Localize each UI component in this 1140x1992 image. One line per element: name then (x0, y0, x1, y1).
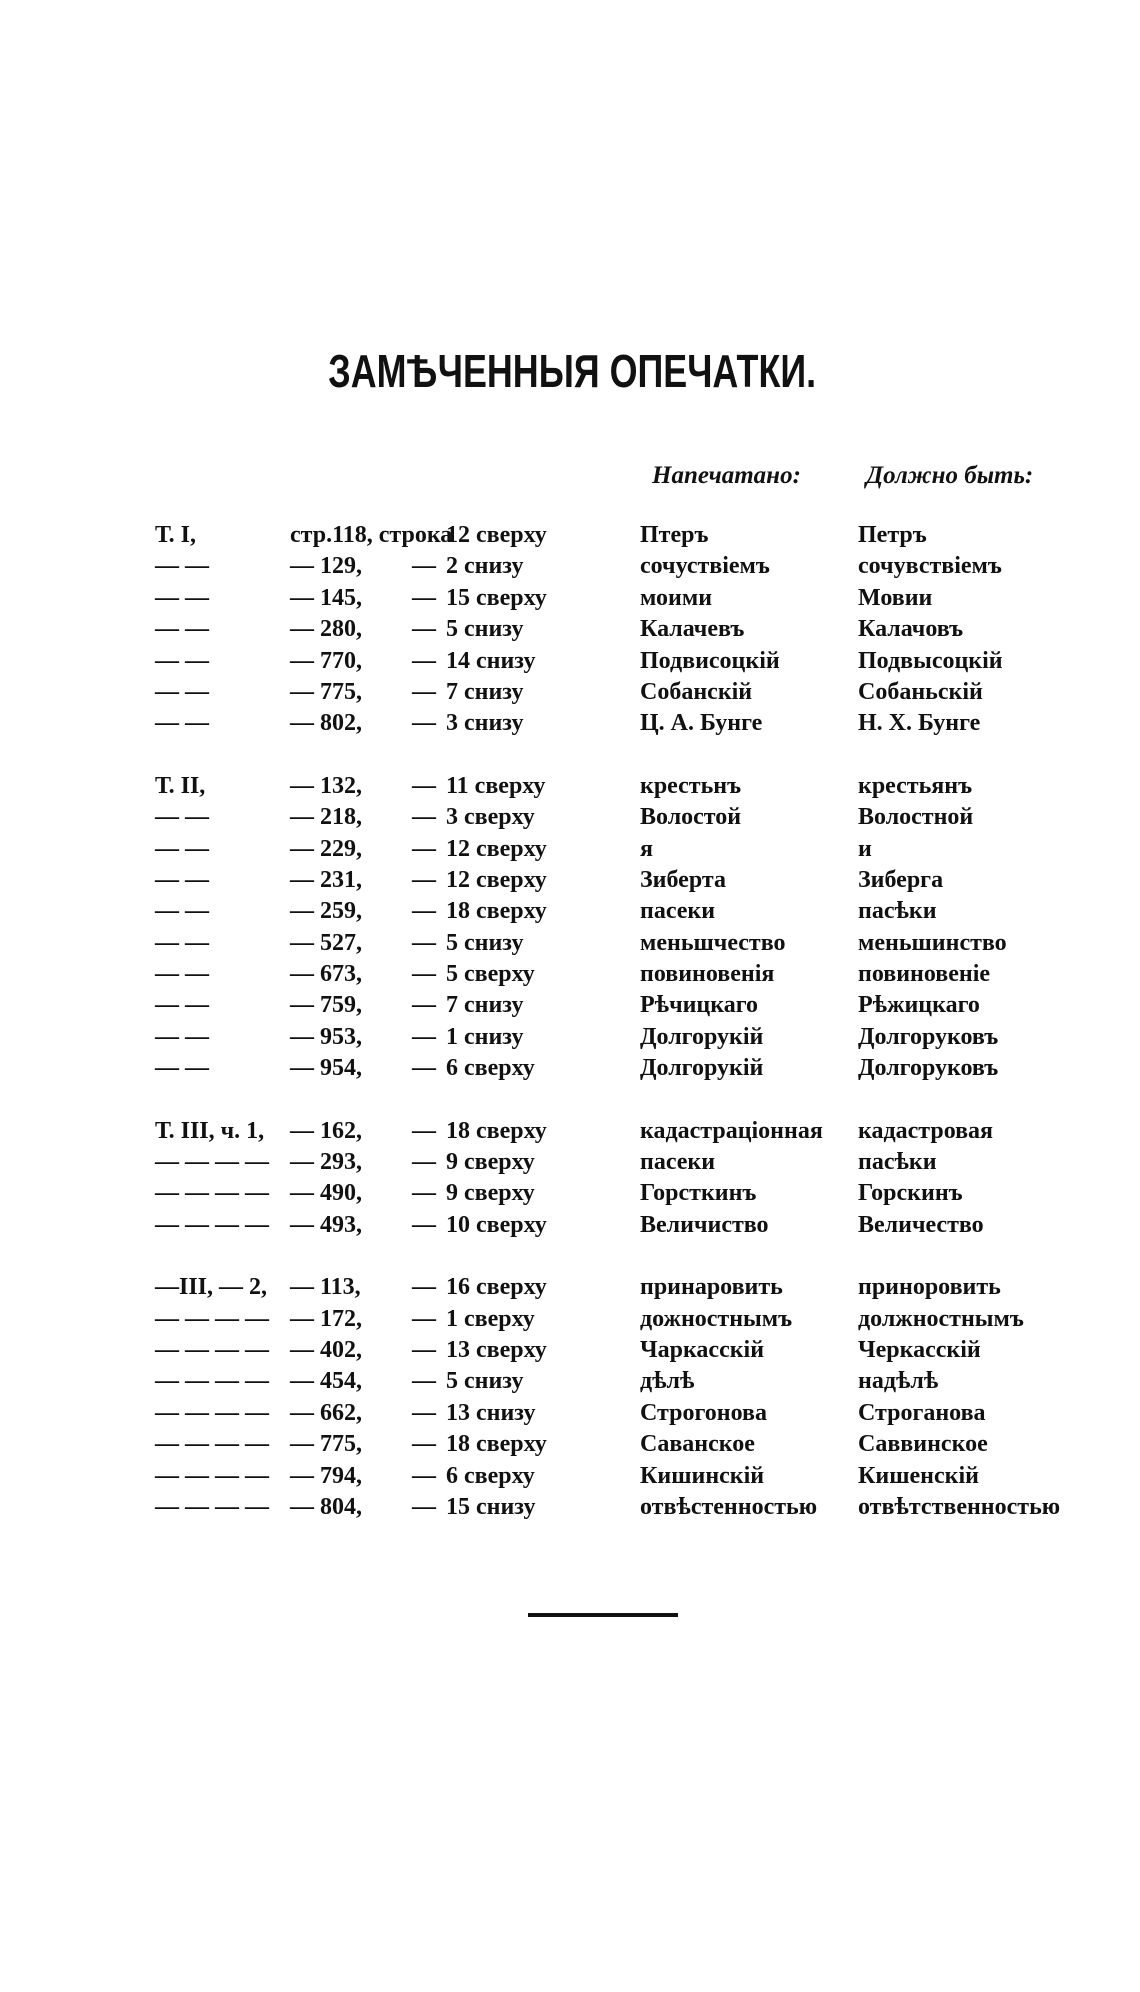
line-cell: 1 сверху (446, 1305, 535, 1332)
errata-row (0, 898, 1140, 929)
volume-cell: — — (155, 866, 209, 893)
printed-cell: кадастраціонная (640, 1117, 823, 1144)
page-cell: — 402, (290, 1336, 362, 1363)
line-cell: 5 снизу (446, 616, 524, 643)
page-cell: — 775, (290, 1431, 362, 1458)
errata-row (0, 1368, 1140, 1399)
errata-row (0, 616, 1140, 647)
volume-cell: — — (155, 1023, 209, 1050)
line-cell: 16 сверху (446, 1274, 547, 1301)
printed-cell: Ц. А. Бунге (640, 710, 763, 737)
page-cell: — 229, (290, 835, 362, 862)
line-cell: 18 сверху (446, 1431, 547, 1458)
errata-row (0, 1306, 1140, 1337)
printed-cell: Величиство (640, 1211, 769, 1238)
errata-row (0, 1431, 1140, 1462)
correct-cell: Долгоруковъ (858, 1055, 999, 1082)
correct-cell: повиновеніе (858, 961, 991, 988)
printed-cell: Кишинскій (640, 1462, 765, 1489)
volume-cell: — — (155, 616, 209, 643)
page-cell: — 129, (290, 553, 362, 580)
correct-cell: должностнымъ (858, 1305, 1024, 1332)
errata-row (0, 648, 1140, 679)
errata-row (0, 1337, 1140, 1368)
correct-cell: Строганова (858, 1399, 986, 1426)
correct-cell: пасѣки (858, 1149, 937, 1176)
volume-cell: Т. II, (155, 772, 206, 799)
printed-cell: дожностнымъ (640, 1305, 793, 1332)
printed-cell: я (640, 835, 653, 862)
correct-cell: Рѣжицкаго (858, 992, 980, 1019)
printed-cell: Подвисоцкій (640, 647, 780, 674)
correct-cell: надѣлѣ (858, 1368, 939, 1395)
line-cell: 15 сверху (446, 584, 547, 611)
line-cell: 12 сверху (446, 522, 547, 548)
page-cell: — 172, (290, 1305, 362, 1332)
printed-cell: Долгорукій (640, 1055, 764, 1082)
volume-cell: — — — — (155, 1399, 269, 1426)
printed-cell: крестьнъ (640, 772, 742, 799)
errata-row (0, 836, 1140, 867)
line-cell: 2 снизу (446, 553, 524, 580)
volume-cell: — — — — (155, 1493, 269, 1520)
errata-row (0, 1274, 1140, 1305)
line-cell: 9 сверху (446, 1149, 535, 1176)
volume-cell: — — (155, 835, 209, 862)
line-cell: 9 сверху (446, 1180, 535, 1207)
line-cell: 15 снизу (446, 1493, 536, 1520)
volume-cell: — — (155, 553, 209, 580)
volume-cell: — — — — (155, 1149, 269, 1176)
correct-cell: пасѣки (858, 898, 937, 925)
printed-cell: дѣлѣ (640, 1368, 695, 1395)
dash-cell: — (412, 1368, 436, 1395)
printed-cell: Калачевъ (640, 616, 745, 643)
page-cell: — 775, (290, 678, 362, 705)
page-cell: — 527, (290, 929, 362, 956)
page-cell: — 759, (290, 992, 362, 1019)
correct-cell: Подвысоцкій (858, 647, 1003, 674)
dash-cell: — (412, 835, 436, 862)
printed-cell: Птеръ (640, 522, 709, 548)
printed-cell: Зиберта (640, 866, 726, 893)
line-cell: 6 сверху (446, 1055, 535, 1082)
volume-cell: — — — — (155, 1462, 269, 1489)
line-cell: 5 снизу (446, 1368, 524, 1395)
errata-row (0, 1118, 1140, 1149)
volume-cell: — — (155, 961, 209, 988)
page-cell: — 231, (290, 866, 362, 893)
dash-cell: — (412, 1399, 436, 1426)
line-cell: 7 снизу (446, 678, 524, 705)
dash-cell: — (412, 1274, 436, 1301)
dash-cell: — (412, 710, 436, 737)
page-cell: — 954, (290, 1055, 362, 1082)
correct-cell: и (858, 835, 872, 862)
dash-cell: — (412, 1305, 436, 1332)
page-cell: — 673, (290, 961, 362, 988)
page-cell: — 770, (290, 647, 362, 674)
printed-cell: Чаркасскій (640, 1336, 765, 1363)
line-cell: 18 сверху (446, 898, 547, 925)
page-cell: — 293, (290, 1149, 362, 1176)
line-cell: 5 сверху (446, 961, 535, 988)
line-cell: 1 снизу (446, 1023, 524, 1050)
correct-cell: Калачовъ (858, 616, 964, 643)
dash-cell: — (412, 647, 436, 674)
printed-cell: Собанскій (640, 678, 753, 705)
page-cell: — 132, (290, 772, 362, 799)
errata-row (0, 1149, 1140, 1180)
page-cell: — 490, (290, 1180, 362, 1207)
dash-cell: — (412, 1462, 436, 1489)
line-cell: 6 сверху (446, 1462, 535, 1489)
page-title: ЗАМѢЧЕННЫЯ ОПЕЧАТКИ. (328, 345, 817, 397)
volume-cell: — — — — (155, 1368, 269, 1395)
volume-cell: — — (155, 584, 209, 611)
errata-row (0, 867, 1140, 898)
errata-row (0, 992, 1140, 1023)
dash-cell: — (412, 1431, 436, 1458)
volume-cell: — — (155, 710, 209, 737)
line-cell: 12 сверху (446, 866, 547, 893)
line-cell: 13 сверху (446, 1336, 547, 1363)
correct-cell: Волостной (858, 804, 974, 831)
errata-row (0, 1400, 1140, 1431)
volume-cell: — — — — (155, 1211, 269, 1238)
page-cell: — 454, (290, 1368, 362, 1395)
errata-row (0, 585, 1140, 616)
page-cell: — 802, (290, 710, 362, 737)
printed-cell: Долгорукій (640, 1023, 764, 1050)
printed-cell: повиновенія (640, 961, 775, 988)
page-cell: — 113, (290, 1274, 361, 1301)
dash-cell: — (412, 1023, 436, 1050)
line-cell: 7 снизу (446, 992, 524, 1019)
errata-row (0, 1180, 1140, 1211)
printed-cell: пасеки (640, 898, 716, 925)
line-cell: 5 снизу (446, 929, 524, 956)
printed-cell: пасеки (640, 1149, 716, 1176)
volume-cell: —III, — 2, (155, 1274, 268, 1301)
printed-cell: Волостой (640, 804, 742, 831)
dash-cell: — (412, 1117, 436, 1144)
printed-cell: Саванское (640, 1431, 755, 1458)
line-cell: 12 сверху (446, 835, 547, 862)
printed-cell: Рѣчицкаго (640, 992, 759, 1019)
line-cell: 13 снизу (446, 1399, 536, 1426)
dash-cell: — (412, 866, 436, 893)
errata-row (0, 1024, 1140, 1055)
dash-cell: — (412, 678, 436, 705)
dash-cell: — (412, 898, 436, 925)
errata-row (0, 522, 1140, 553)
correct-cell: Долгоруковъ (858, 1023, 999, 1050)
page-cell: — 280, (290, 616, 362, 643)
line-cell: 11 сверху (446, 772, 546, 799)
page-cell: стр.118, строка (290, 522, 453, 548)
page-cell: — 662, (290, 1399, 362, 1426)
errata-row (0, 961, 1140, 992)
line-cell: 3 сверху (446, 804, 535, 831)
correct-cell: крестьянъ (858, 772, 973, 799)
volume-cell: — — (155, 647, 209, 674)
printed-cell: Горсткинъ (640, 1180, 757, 1207)
dash-cell: — (412, 1055, 436, 1082)
volume-cell: — — — — (155, 1431, 269, 1458)
printed-cell: меньшчество (640, 929, 786, 956)
line-cell: 3 снизу (446, 710, 524, 737)
correct-cell: Кишенскій (858, 1462, 979, 1489)
printed-cell: моими (640, 584, 713, 611)
volume-cell: — — — — (155, 1336, 269, 1363)
page-cell: — 218, (290, 804, 362, 831)
page-cell: — 162, (290, 1117, 362, 1144)
correct-cell: Собаньскій (858, 678, 983, 705)
errata-row (0, 1212, 1140, 1243)
errata-row (0, 804, 1140, 835)
volume-cell: — — (155, 804, 209, 831)
volume-cell: — — (155, 992, 209, 1019)
errata-row (0, 679, 1140, 710)
volume-cell: — — — — (155, 1305, 269, 1332)
printed-cell: сочуствіемъ (640, 553, 770, 580)
page-cell: — 145, (290, 584, 362, 611)
correct-cell: Зиберга (858, 866, 944, 893)
errata-row (0, 773, 1140, 804)
correct-cell: приноровить (858, 1274, 1001, 1301)
dash-cell: — (412, 1180, 436, 1207)
dash-cell: — (412, 772, 436, 799)
correct-cell: Черкасскій (858, 1336, 981, 1363)
correct-cell: Н. Х. Бунге (858, 710, 981, 737)
correct-cell: кадастровая (858, 1117, 994, 1144)
dash-cell: — (412, 1336, 436, 1363)
closing-rule (528, 1613, 678, 1617)
printed-cell: отвѣстенностью (640, 1493, 818, 1520)
volume-cell: — — (155, 898, 209, 925)
correct-cell: меньшинство (858, 929, 1007, 956)
dash-cell: — (412, 929, 436, 956)
line-cell: 14 снизу (446, 647, 536, 674)
volume-cell: — — (155, 678, 209, 705)
page-cell: — 953, (290, 1023, 362, 1050)
printed-cell: принаровить (640, 1274, 783, 1301)
correct-cell: сочувствіемъ (858, 553, 1002, 580)
printed-cell: Строгонова (640, 1399, 767, 1426)
correct-cell: отвѣтственностью (858, 1493, 1061, 1520)
volume-cell: — — (155, 1055, 209, 1082)
errata-row (0, 1055, 1140, 1086)
dash-cell: — (412, 804, 436, 831)
page-cell: — 804, (290, 1493, 362, 1520)
correct-cell: Горскинъ (858, 1180, 963, 1207)
volume-cell: — — (155, 929, 209, 956)
errata-row (0, 1494, 1140, 1525)
dash-cell: — (412, 1493, 436, 1520)
column-headers (0, 462, 1140, 502)
page-cell: — 794, (290, 1462, 362, 1489)
header-printed: Напечатано: (652, 462, 801, 489)
dash-cell: — (412, 992, 436, 1019)
volume-cell: Т. I, (155, 522, 196, 548)
dash-cell: — (412, 584, 436, 611)
dash-cell: — (412, 1211, 436, 1238)
correct-cell: Величество (858, 1211, 984, 1238)
page-cell: — 493, (290, 1211, 362, 1238)
dash-cell: — (412, 1149, 436, 1176)
volume-cell: Т. III, ч. 1, (155, 1117, 265, 1144)
correct-cell: Петръ (858, 522, 927, 548)
correct-cell: Мовии (858, 584, 933, 611)
correct-cell: Саввинское (858, 1431, 988, 1458)
dash-cell: — (412, 961, 436, 988)
line-cell: 18 сверху (446, 1117, 547, 1144)
volume-cell: — — — — (155, 1180, 269, 1207)
line-cell: 10 сверху (446, 1211, 547, 1238)
errata-row (0, 930, 1140, 961)
page-cell: — 259, (290, 898, 362, 925)
errata-row (0, 710, 1140, 741)
errata-row (0, 1463, 1140, 1494)
header-correct: Должно быть: (866, 462, 1034, 489)
dash-cell: — (412, 553, 436, 580)
dash-cell: — (412, 616, 436, 643)
errata-table (0, 522, 1140, 1525)
errata-row (0, 553, 1140, 584)
